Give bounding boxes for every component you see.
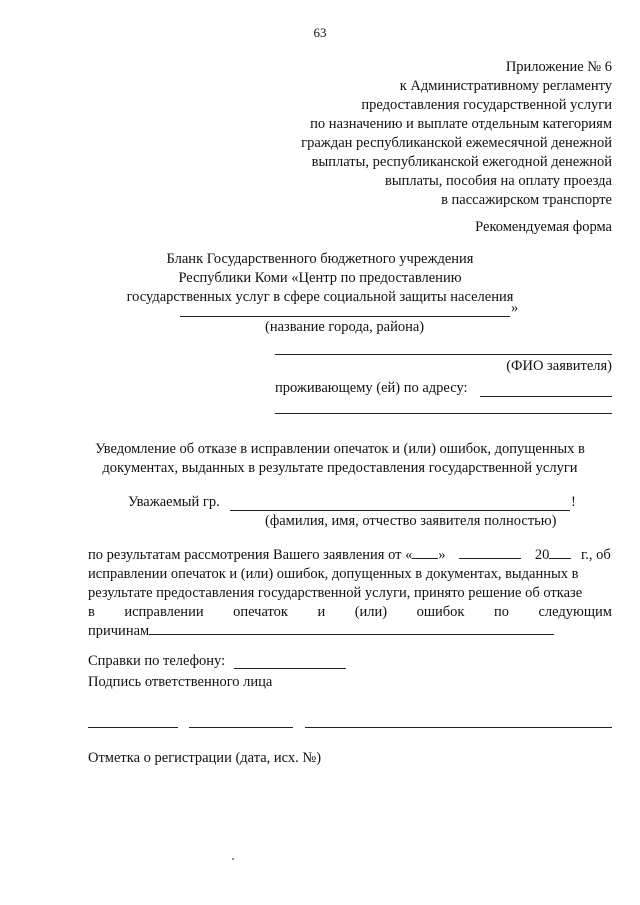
header-line-3: государственных услуг в сфере социальной защиты населения	[126, 289, 514, 305]
address-line-2	[275, 413, 612, 414]
signature-label: Подпись ответственного лица	[88, 674, 273, 690]
phone-line	[234, 668, 346, 669]
notice-title-line-1: Уведомление об отказе в исправлении опечаток и (или) ошибок, допущенных в	[95, 441, 585, 457]
appendix-line-7: выплаты, пособия на оплату проезда	[385, 173, 612, 189]
appendix-line-2: к Административному регламенту	[399, 78, 612, 94]
date-day-line	[412, 558, 438, 559]
applicant-fio-line	[275, 354, 612, 355]
city-quote-close: »	[511, 300, 519, 316]
header-line-2: Республики Коми «Центр по предоставлению	[178, 270, 462, 286]
appendix-line-8: в пассажирском транспорте	[441, 192, 612, 208]
body-word: опечаток	[233, 604, 288, 620]
signature-name-line	[305, 727, 612, 728]
registration-mark: Отметка о регистрации (дата, исх. №)	[88, 750, 322, 766]
body-line-3: результате предоставления государственной услуги, принято решение об отказе	[88, 585, 583, 601]
date-year-line	[549, 558, 571, 559]
body-word: ошибок	[416, 604, 465, 620]
body-line-2: исправлении опечаток и (или) ошибок, допущенных в документах, выданных в	[88, 566, 579, 582]
signature-position-line	[88, 727, 178, 728]
body-line-1	[88, 546, 612, 565]
address-line-1	[480, 396, 612, 397]
body-line-1-quote: »	[438, 547, 446, 563]
reasons-label: причинам	[88, 623, 150, 639]
salutation-caption: (фамилия, имя, отчество заявителя полностью)	[265, 513, 557, 529]
reasons-line	[149, 634, 554, 635]
body-line-1-year: 20	[534, 547, 550, 563]
body-line-1-end: г., об	[581, 547, 611, 563]
body-line-1-start: по результатам рассмотрения Вашего заявления от «	[88, 547, 413, 563]
notice-title	[70, 440, 610, 478]
scan-speck	[232, 858, 234, 860]
appendix-line-3: предоставления государственной услуги	[361, 97, 612, 113]
appendix-line-4: по назначению и выплате отдельным категориям	[310, 116, 612, 132]
appendix-line-1: Приложение № 6	[505, 59, 612, 75]
page-number: 63	[313, 25, 327, 40]
body-line-5	[88, 622, 612, 641]
date-month-line	[459, 558, 521, 559]
appendix-line-6: выплаты, республиканской ежегодной денежной	[311, 154, 612, 170]
body-line-4	[88, 603, 612, 622]
body-paragraph	[88, 546, 612, 641]
appendix-line-5: граждан республиканской ежемесячной денежной	[301, 135, 612, 151]
body-word: и	[317, 604, 326, 620]
body-word: в	[88, 604, 95, 620]
city-caption: (название города, района)	[265, 319, 425, 335]
body-word: по	[493, 604, 509, 620]
form-type: Рекомендуемая форма	[475, 219, 612, 235]
notice-title-line-2: документах, выданных в результате предоставления государственной услуги	[102, 460, 578, 476]
phone-label: Справки по телефону:	[88, 653, 226, 669]
institution-header	[100, 250, 540, 307]
header-line-1: Бланк Государственного бюджетного учреждения	[166, 251, 474, 267]
applicant-fio-caption: (ФИО заявителя)	[506, 358, 612, 374]
salutation-exclamation: !	[571, 494, 576, 510]
city-name-line	[180, 316, 510, 317]
signature-sign-line	[189, 727, 293, 728]
body-word: следующим	[538, 604, 612, 620]
applicant-full-name-line	[230, 510, 570, 511]
salutation-label: Уважаемый гр.	[128, 494, 220, 510]
body-word: (или)	[354, 604, 388, 620]
body-word: исправлении	[124, 604, 204, 620]
address-label: проживающему (ей) по адресу:	[275, 380, 468, 396]
